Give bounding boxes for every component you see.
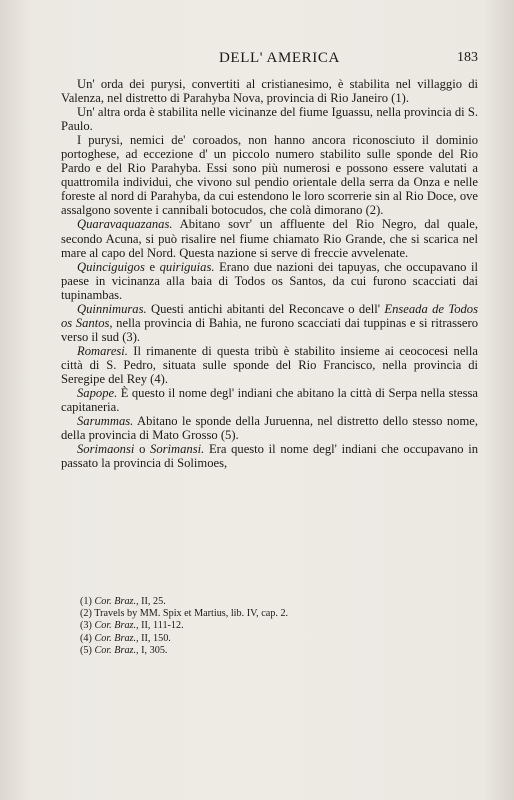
entry-term: Sarummas. bbox=[77, 414, 134, 429]
paragraph-purysi-valenza bbox=[61, 77, 478, 105]
entry-term-secondary: Enseada de Todos os Santos, bbox=[61, 301, 478, 330]
entry-term: Romaresi. bbox=[77, 343, 128, 358]
page-number: 183 bbox=[457, 50, 478, 65]
entry-term: Sorimaonsi bbox=[77, 442, 135, 457]
paragraph-text: Un' altra orda è stabilita nelle vicinanze del fiume Iguassu, nella provincia di S. Paulo. bbox=[61, 105, 478, 134]
footnote-1 bbox=[80, 596, 440, 608]
footnote-abbr: Cor. Braz., bbox=[94, 596, 139, 607]
entry-text: Erano due nazioni dei tapuyas, che occupavano il paese in vicinanza alla baia di Todos os Santos, da cui furono scacciati dai tupinambas. bbox=[61, 259, 478, 302]
footnote-number: (4) bbox=[80, 632, 92, 644]
entry-quaravaquazanas bbox=[61, 217, 478, 259]
entry-term: Quaravaquazanas. bbox=[77, 217, 173, 232]
footnote-4 bbox=[80, 633, 440, 645]
footnote-3 bbox=[80, 620, 440, 632]
entry-text: È questo il nome degl' indiani che abitano la città di Serpa nella stessa capitaneria. bbox=[61, 386, 478, 415]
running-title: DELL' AMERICA bbox=[219, 50, 340, 66]
entry-text: Abitano sovr' un affluente del Rio Negro, dal quale, secondo Acuna, si può risalire nel fiume chiamato Rio Grande, che si scarica nel mare al capo del Nord. Questa nazione si serve di freccie avvelenate. bbox=[61, 217, 478, 260]
paragraph-purysi-enemies bbox=[61, 133, 478, 217]
footnote-text: Travels by MM. Spix et Martius, lib. IV, cap. 2. bbox=[91, 608, 289, 620]
footnote-2 bbox=[80, 608, 440, 620]
footnote-number: (3) bbox=[80, 620, 92, 632]
footnote-abbr: Cor. Braz., bbox=[94, 620, 139, 632]
entry-quinciguigos bbox=[61, 260, 478, 302]
entry-connector: o bbox=[134, 442, 151, 457]
entry-text: Il rimanente di questa tribù è stabilito insieme ai ceococesi nella città di S. Pedro, situata sulle sponde del Rio Francisco, nella provincia di Seregipe del Rey (4). bbox=[61, 343, 478, 386]
paragraph-text: I purysi, nemici de' coroados, non hanno ancora riconosciuto il dominio portoghese, ad eccezione d' un piccolo numero stabilito sulle sponde del Rio Pardo e del Rio Parahyba. Essi sono più numerosi e possono essere valutati a quattromila individui, che vivono sul pendio orientale della serra da Onza e nelle foreste al nord di Parahyba, da cui estendono le loro scorrerie sin al Rio Doce, ove assalgono sovente i cannibali botocudos, che colà dimorano (2). bbox=[61, 133, 478, 218]
footnote-number: (5) bbox=[80, 644, 92, 656]
page-header bbox=[55, 50, 478, 70]
footnotes bbox=[80, 596, 440, 657]
entry-sapope bbox=[61, 386, 478, 414]
paragraph-text: Un' orda dei purysi, convertiti al cristianesimo, è stabilita nel villaggio di Valenza, nel distretto di Parahyba Nova, provincia di Rio Janeiro (1). bbox=[61, 77, 478, 106]
footnote-text: I, 305. bbox=[138, 644, 168, 656]
footnote-text: II, 111-12. bbox=[138, 620, 184, 632]
entry-text: Abitano le sponde della Juruenna, nel distretto dello stesso nome, della provincia di Mato Grosso (5). bbox=[61, 414, 478, 443]
body-text bbox=[61, 77, 478, 470]
entry-text: Questi antichi abitanti del Reconcave o dell' bbox=[146, 301, 385, 316]
footnote-text: II, 150. bbox=[138, 632, 171, 644]
footnote-number: (2) bbox=[80, 608, 92, 620]
footnote-text: II, 25. bbox=[138, 596, 166, 607]
entry-term: Quinnimuras. bbox=[77, 301, 147, 316]
entry-term: Quinciguigos bbox=[77, 259, 145, 274]
footnote-abbr: Cor. Braz., bbox=[94, 644, 139, 656]
entry-term-secondary: Sorimansi. bbox=[150, 442, 205, 457]
entry-sorimaonsi bbox=[61, 442, 478, 470]
footnote-number: (1) bbox=[80, 596, 92, 607]
footnote-5 bbox=[80, 645, 440, 657]
entry-text-continued: nella provincia di Bahia, ne furono scacciati dai tuppinas e si ritrassero verso il sud (3). bbox=[61, 315, 478, 344]
entry-romaresi bbox=[61, 344, 478, 386]
entry-sarummas bbox=[61, 414, 478, 442]
entry-term-secondary: quiriguias. bbox=[159, 259, 215, 274]
entry-text: Era questo il nome degl' indiani che occupavano in passato la provincia di Solimoes, bbox=[61, 442, 479, 471]
entry-quinnimuras bbox=[61, 302, 478, 344]
entry-term: Sapope. bbox=[77, 386, 118, 401]
paragraph-purysi-iguassu bbox=[61, 105, 478, 133]
entry-connector: e bbox=[144, 259, 160, 274]
footnote-abbr: Cor. Braz., bbox=[94, 632, 139, 644]
